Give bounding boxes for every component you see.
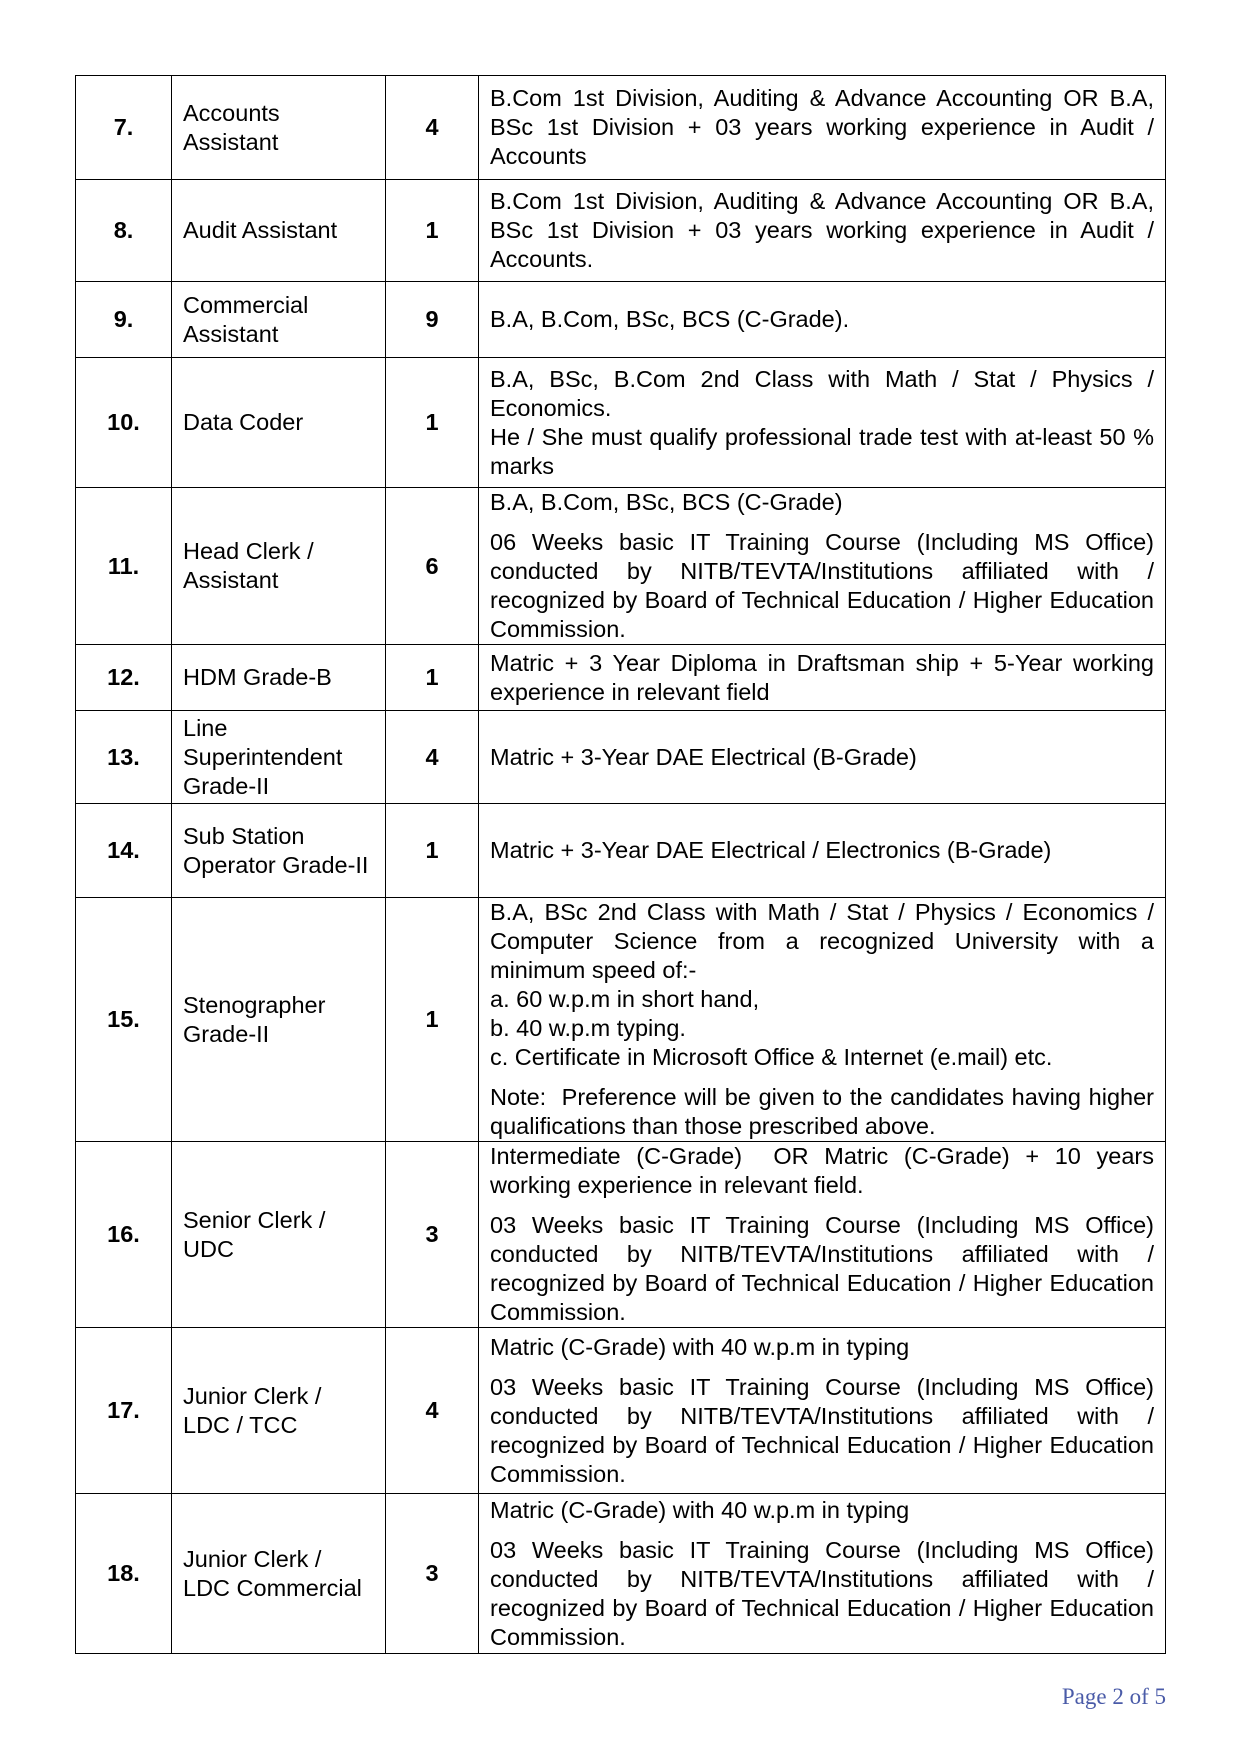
table-row (76, 76, 1166, 180)
post-count: 1 (386, 180, 479, 282)
table-row (76, 711, 1166, 804)
posts-table (75, 75, 1166, 1654)
qualification-text: Intermediate (C-Grade) OR Matric (C-Grade) + 10 years working experience in relevant field. (490, 1143, 1161, 1198)
table-row (76, 1328, 1166, 1494)
qualification-cell (479, 645, 1166, 711)
qualification-cell (479, 1142, 1166, 1328)
qualification-cell (479, 1494, 1166, 1654)
post-name: Stenographer Grade-II (172, 898, 386, 1142)
qualification-note: Note: Preference will be given to the candidates having higher qualifications than those prescribed above. (490, 1084, 1161, 1139)
post-name: HDM Grade-B (172, 645, 386, 711)
table-row (76, 358, 1166, 488)
table-row (76, 1494, 1166, 1654)
qualification-text: 03 Weeks basic IT Training Course (Including MS Office) conducted by NITB/TEVTA/Institutions affiliated with / recognized by Board of Technical Education / Higher Education Commission. (490, 1373, 1154, 1487)
qualification-text: 06 Weeks basic IT Training Course (Including MS Office) conducted by NITB/TEVTA/Institutions affiliated with / recognized by Board of Technical Education / Higher Education Commission. (490, 529, 1154, 642)
post-count: 1 (386, 898, 479, 1142)
qualification-text: a. 60 w.p.m in short hand, (490, 986, 760, 1012)
page-number: Page 2 of 5 (1061, 1684, 1166, 1709)
qualification-text: B.A, B.Com, BSc, BCS (C-Grade). (490, 306, 850, 332)
post-count: 3 (386, 1494, 479, 1654)
post-count: 3 (386, 1142, 479, 1328)
serial-number: 14. (76, 804, 172, 898)
post-name: Junior Clerk / LDC / TCC (172, 1328, 386, 1494)
serial-number: 10. (76, 358, 172, 488)
table-row (76, 488, 1166, 645)
table-row (76, 645, 1166, 711)
post-count: 4 (386, 76, 479, 180)
qualification-text: B.A, BSc 2nd Class with Math / Stat / Physics / Economics / Computer Science from a recognized University with a minimum speed of:- (490, 899, 1154, 983)
qualification-text: Matric (C-Grade) with 40 w.p.m in typing (490, 1333, 910, 1360)
qualification-cell (479, 358, 1166, 488)
post-name: Line Superintendent Grade-II (172, 711, 386, 804)
post-count: 4 (386, 711, 479, 804)
qualification-cell (479, 1328, 1166, 1494)
qualification-text: He / She must qualify professional trade test with at-least 50 % marks (490, 423, 1154, 479)
qualification-text: b. 40 w.p.m typing. (490, 1015, 686, 1041)
qualification-text: 03 Weeks basic IT Training Course (Including MS Office) conducted by NITB/TEVTA/Institutions affiliated with / recognized by Board of Technical Education / Higher Education Commission. (490, 1536, 1154, 1650)
post-name: Sub Station Operator Grade-II (172, 804, 386, 898)
serial-number: 8. (76, 180, 172, 282)
serial-number: 7. (76, 76, 172, 180)
qualification-cell (479, 180, 1166, 282)
post-count: 1 (386, 804, 479, 898)
serial-number: 15. (76, 898, 172, 1142)
post-count: 4 (386, 1328, 479, 1494)
post-name: Audit Assistant (172, 180, 386, 282)
qualification-cell (479, 898, 1166, 1142)
qualification-text: c. Certificate in Microsoft Office & Internet (e.mail) etc. (490, 1044, 1053, 1070)
serial-number: 18. (76, 1494, 172, 1654)
post-count: 6 (386, 488, 479, 645)
qualification-text: B.Com 1st Division, Auditing & Advance Accounting OR B.A, BSc 1st Division + 03 years working experience in Audit / Accounts. (490, 188, 1154, 272)
qualification-text: B.Com 1st Division, Auditing & Advance Accounting OR B.A, BSc 1st Division + 03 years working experience in Audit / Accounts (490, 85, 1154, 169)
qualification-text: Matric + 3-Year DAE Electrical (B-Grade) (490, 743, 917, 770)
qualification-text: B.A, B.Com, BSc, BCS (C-Grade) (490, 489, 843, 515)
qualification-cell (479, 76, 1166, 180)
serial-number: 16. (76, 1142, 172, 1328)
post-name: Accounts Assistant (172, 76, 386, 180)
post-count: 9 (386, 282, 479, 358)
post-count: 1 (386, 645, 479, 711)
post-name: Data Coder (172, 358, 386, 488)
table-row (76, 180, 1166, 282)
table-row (76, 898, 1166, 1142)
qualification-text: Matric (C-Grade) with 40 w.p.m in typing (490, 1496, 910, 1523)
table-row (76, 282, 1166, 358)
qualification-text: B.A, BSc, B.Com 2nd Class with Math / Stat / Physics / Economics. (490, 365, 1154, 421)
document-page (75, 75, 1166, 1654)
qualification-cell (479, 488, 1166, 645)
post-name: Senior Clerk / UDC (172, 1142, 386, 1328)
post-count: 1 (386, 358, 479, 488)
serial-number: 13. (76, 711, 172, 804)
table-row (76, 804, 1166, 898)
qualification-text: Matric + 3-Year DAE Electrical / Electronics (B-Grade) (490, 837, 1052, 863)
table-row (76, 1142, 1166, 1328)
qualification-text: Matric + 3 Year Diploma in Draftsman ship + 5-Year working experience in relevant field (490, 649, 1154, 705)
qualification-cell (479, 282, 1166, 358)
serial-number: 9. (76, 282, 172, 358)
qualification-cell (479, 804, 1166, 898)
post-name: Junior Clerk / LDC Commercial (172, 1494, 386, 1654)
qualification-cell (479, 711, 1166, 804)
serial-number: 17. (76, 1328, 172, 1494)
post-name: Head Clerk / Assistant (172, 488, 386, 645)
serial-number: 11. (76, 488, 172, 645)
serial-number: 12. (76, 645, 172, 711)
post-name: Commercial Assistant (172, 282, 386, 358)
qualification-text: 03 Weeks basic IT Training Course (Including MS Office) conducted by NITB/TEVTA/Institutions affiliated with / recognized by Board of Technical Education / Higher Education Commission. (490, 1212, 1154, 1325)
